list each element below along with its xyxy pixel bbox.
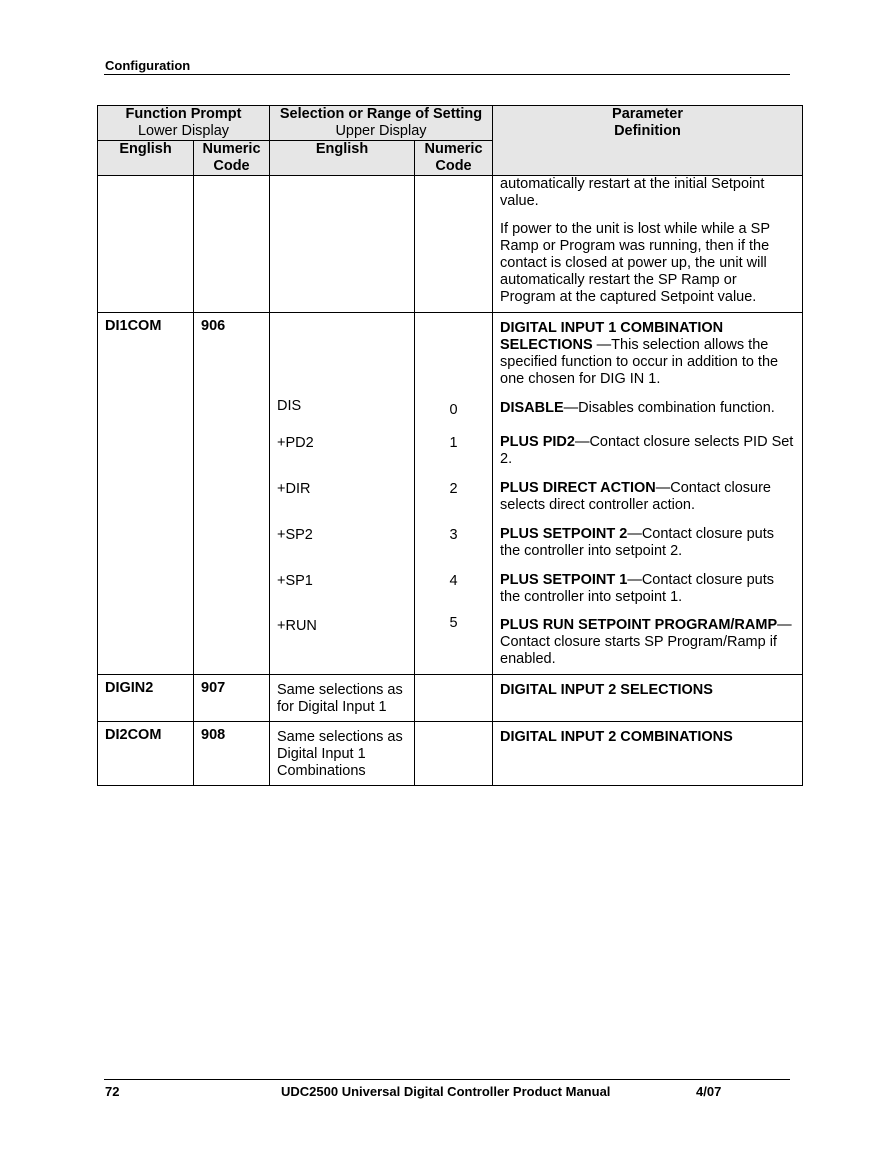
selection-code: 3 (449, 527, 458, 543)
option-definition: PLUS RUN SETPOINT PROGRAM/RAMP—Contact closure starts SP Program/Ramp if enabled. (500, 617, 792, 667)
footer-divider (104, 1079, 790, 1080)
table-row (98, 313, 803, 675)
selection-range-header (270, 106, 493, 141)
continued-definition-text: automatically restart at the initial Setpoint value. (500, 176, 765, 209)
option-definition: PLUS SETPOINT 1—Contact closure puts the controller into setpoint 1. (500, 572, 774, 605)
selection-code: 0 (449, 402, 458, 418)
page-number: 72 (105, 1084, 120, 1099)
english-header-1: English (98, 141, 194, 176)
selection-code: 1 (449, 435, 458, 451)
function-prompt-label: Function Prompt (125, 106, 242, 122)
option-definition: PLUS DIRECT ACTION—Contact closure selects direct controller action. (500, 480, 771, 513)
code-906: 906 (201, 318, 226, 334)
digin2-selection: Same selections as for Digital Input 1 (277, 682, 403, 715)
di1com-definition: DIGITAL INPUT 1 COMBINATION SELECTIONS —This selection allows the specified function to occur in addition to the one chosen for DIG IN 1. (500, 320, 779, 387)
selection-code: 5 (449, 615, 458, 631)
selection-code: 4 (449, 573, 458, 589)
option-definition: PLUS SETPOINT 2—Contact closure puts the controller into setpoint 2. (500, 526, 774, 559)
power-loss-definition-text: If power to the unit is lost while while a SP Ramp or Program was running, then if the contact is closed at power up, the unit will automatically restart the SP Ramp or Program at the captured Setpoint value. (500, 221, 770, 305)
selection-label: +DIR (277, 481, 311, 497)
function-prompt-header (98, 106, 270, 141)
di2com-definition: DIGITAL INPUT 2 COMBINATIONS (500, 729, 733, 745)
digin2-definition: DIGITAL INPUT 2 SELECTIONS (500, 682, 713, 698)
option-definition: PLUS PID2—Contact closure selects PID Set 2. (500, 434, 794, 467)
selection-range-label: Selection or Range of Setting (279, 106, 483, 122)
prompt-di1com: DI1COM (105, 318, 162, 334)
upper-display-label: Upper Display (335, 123, 427, 139)
selection-code: 2 (449, 481, 458, 497)
di2com-selection: Same selections as Digital Input 1 Combinations (277, 729, 403, 779)
definition-label: Definition (614, 123, 681, 139)
code-907: 907 (201, 680, 226, 696)
configuration-table (97, 105, 803, 786)
prompt-di2com: DI2COM (105, 727, 162, 743)
english-header-2: English (270, 141, 415, 176)
parameter-definition-header (493, 106, 803, 176)
selection-label: DIS (277, 398, 302, 414)
selection-label: +PD2 (277, 435, 314, 451)
table-row (98, 675, 803, 722)
manual-title: UDC2500 Universal Digital Controller Product Manual (281, 1084, 611, 1099)
numeric-code-header-2: Numeric Code (415, 141, 493, 176)
table-row (98, 176, 803, 313)
option-definition: DISABLE—Disables combination function. (500, 400, 775, 416)
prompt-digin2: DIGIN2 (105, 680, 154, 696)
header-divider (104, 74, 790, 75)
numeric-code-header-1: Numeric Code (194, 141, 270, 176)
parameter-label: Parameter (612, 106, 683, 122)
table-row (98, 722, 803, 786)
selection-label: +SP2 (277, 527, 313, 543)
selection-label: +RUN (277, 618, 317, 634)
page-header-title: Configuration (105, 58, 191, 73)
selection-label: +SP1 (277, 573, 313, 589)
code-908: 908 (201, 727, 226, 743)
publication-date: 4/07 (696, 1084, 722, 1099)
lower-display-label: Lower Display (137, 123, 230, 139)
